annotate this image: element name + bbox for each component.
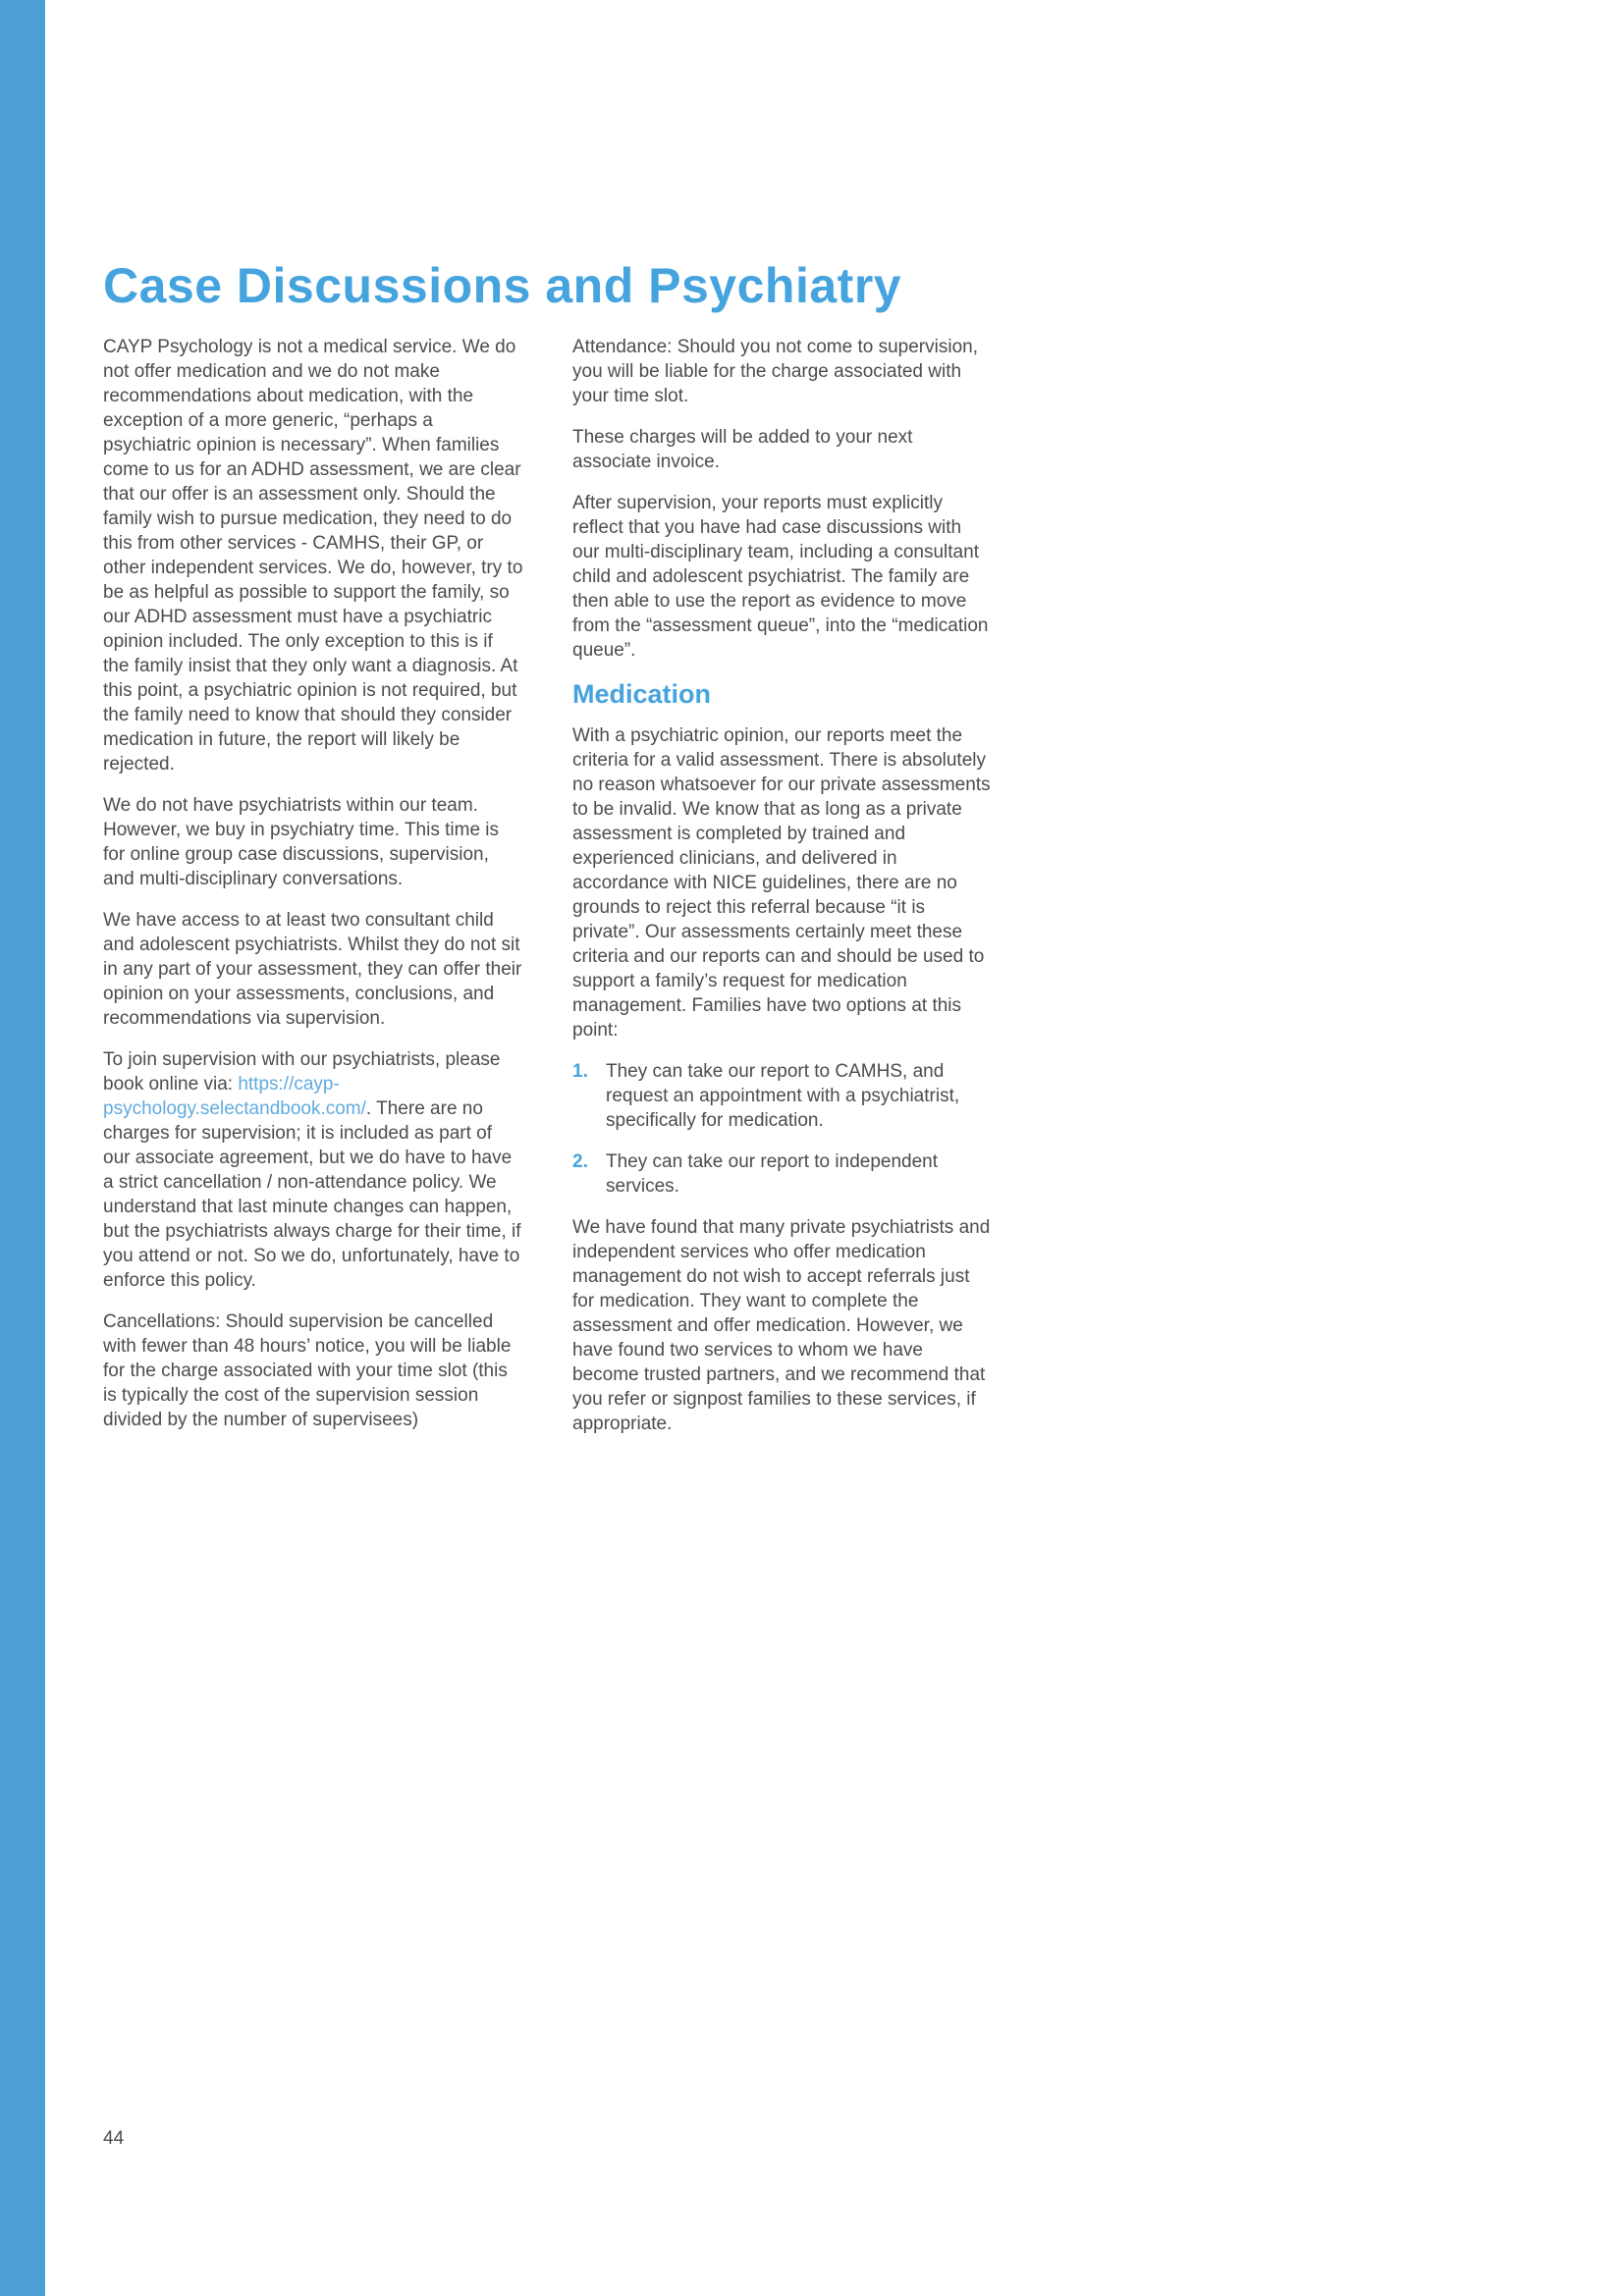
two-column-body: [103, 335, 993, 1453]
paragraph: We do not have psychiatrists within our team. However, we buy in psychiatry time. This time is for online group case discussions, supervision, and multi-disciplinary conversations.: [103, 795, 500, 889]
page-number: 44: [103, 2128, 125, 2149]
paragraph: We have found that many private psychiatrists and independent services who offer medication management do not wish to accept referrals just for medication. They want to complete the assessment and offer medication. However, we have found two services to whom we have become trusted partners, and we recommend that you refer or signpost families to these services, if appropriate.: [572, 1217, 991, 1434]
paragraph: With a psychiatric opinion, our reports meet the criteria for a valid assessment. There is absolutely no reason whatsoever for our private assessments to be invalid. We know that as long as a private assessment is completed by trained and experienced clinicians, and delivered in accordance with NICE guidelines, there are no grounds to reject this referral because “it is private”. Our assessments certainly meet these criteria and our reports can and should be used to support a family’s request for medication management. Families have two options at this point:: [572, 725, 991, 1041]
paragraph: We have access to at least two consultant child and adolescent psychiatrists. Whilst they do not sit in any part of your assessment, they can offer their opinion on your assessments, conclusions, and recommendations via supervision.: [103, 910, 522, 1029]
list-item-text: They can take our report to CAMHS, and request an appointment with a psychiatrist, specifically for medication.: [606, 1061, 960, 1131]
list-number: 2.: [572, 1151, 588, 1172]
list-item: [572, 1059, 993, 1133]
paragraph-cancellations: Cancellations: Should supervision be cancelled with fewer than 48 hours’ notice, you will be liable for the charge associated with your time slot (this is typically the cost of the supervision session divided by the number of supervisees): [103, 1311, 512, 1430]
paragraph-with-link: [103, 1047, 523, 1293]
booking-link[interactable]: https://cayp-psychology.selectandbook.com/: [103, 1074, 366, 1119]
left-accent-stripe: [0, 0, 45, 2296]
left-column: [103, 335, 523, 1453]
list-number: 1.: [572, 1061, 588, 1082]
paragraph-text: . There are no charges for supervision; it is included as part of our associate agreement, but we do have to have a strict cancellation / non-attendance policy. We understand that last minute changes can happen, but the psychiatrists always charge for their time, if you attend or not. So we do, unfortunately, have to enforce this policy.: [103, 1098, 521, 1291]
paragraph-text: To join supervision with our psychiatrists, please book online via:: [103, 1049, 501, 1095]
list-item: [572, 1149, 993, 1199]
paragraph-attendance: Attendance: Should you not come to supervision, you will be liable for the charge associated with your time slot.: [572, 337, 978, 406]
list-item-text: They can take our report to independent services.: [606, 1151, 939, 1197]
section-heading-medication: Medication: [572, 679, 712, 709]
paragraph: CAYP Psychology is not a medical service. We do not offer medication and we do not make recommendations about medication, with the exception of a more generic, “perhaps a psychiatric opinion is necessary”. When families come to us for an ADHD assessment, we are clear that our offer is an assessment only. Should the family wish to pursue medication, they need to do this from other services - CAMHS, their GP, or other independent services. We do, however, try to be as helpful as possible to support the family, so our ADHD assessment must have a psychiatric opinion included. The only exception to this is if the family insist that they only want a diagnosis. At this point, a psychiatric opinion is not required, but the family need to know that should they consider medication in future, the report will likely be rejected.: [103, 337, 523, 774]
paragraph: These charges will be added to your next associate invoice.: [572, 427, 913, 472]
page-title: Case Discussions and Psychiatry: [103, 258, 902, 313]
paragraph: After supervision, your reports must explicitly reflect that you have had case discussions with our multi-disciplinary team, including a consultant child and adolescent psychiatrist. The family are then able to use the report as evidence to move from the “assessment queue”, into the “medication queue”.: [572, 493, 989, 661]
right-column: [572, 335, 993, 1453]
